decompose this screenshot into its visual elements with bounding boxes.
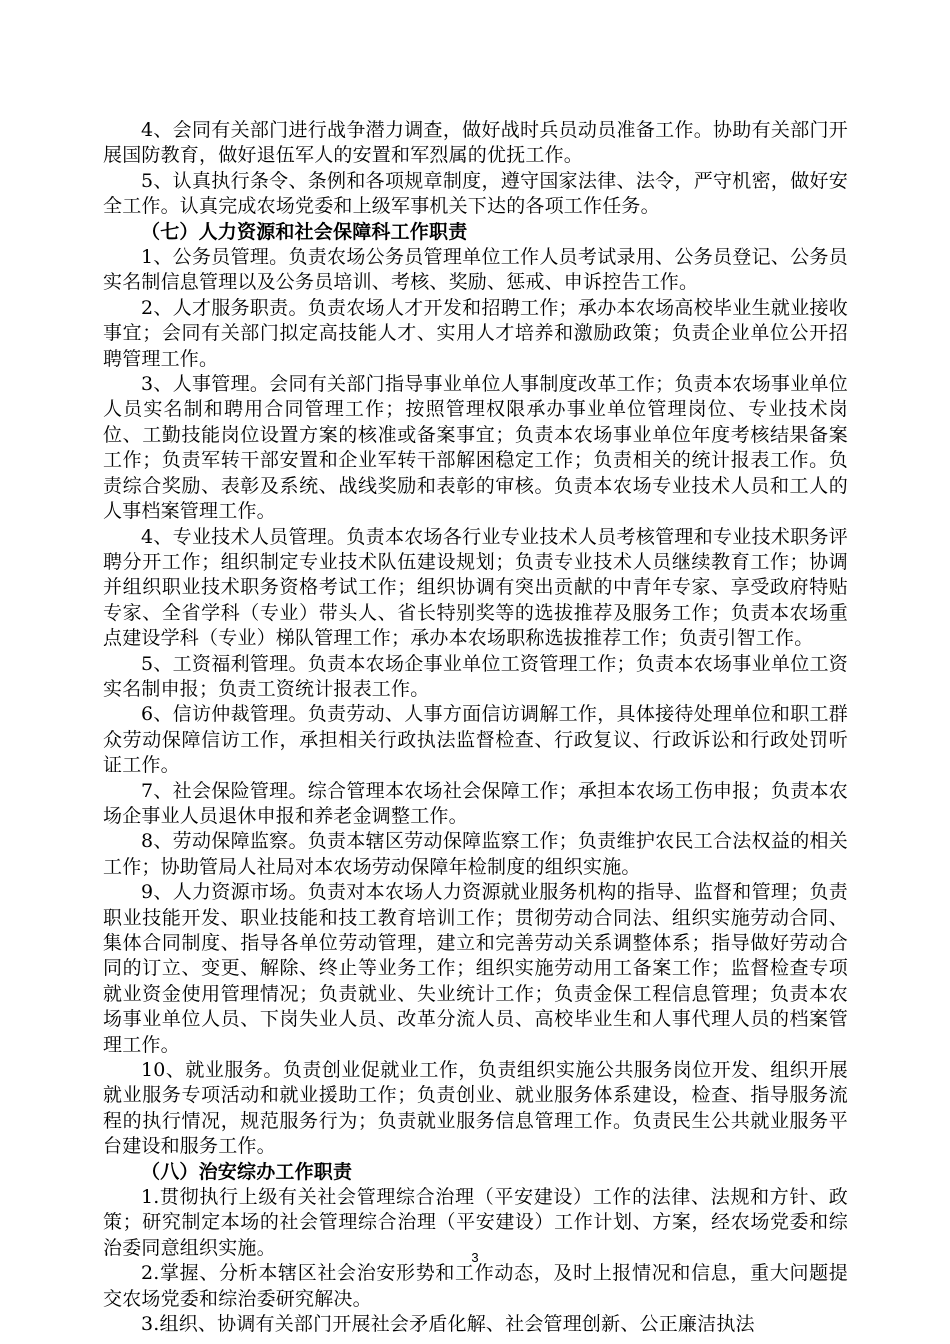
paragraph-personnel-management: 3、人事管理。会同有关部门指导事业单位人事制度改革工作；负责本农场事业单位人员实名制和聘用合同管理工作；按照管理权限承办事业单位管理岗位、专业技术岗位、工勤技能岗位设置方案的核准或备案事宜；负责本农场事业单位年度考核结果备案工作；负责军转干部安置和企业军转干部解困稳定工作；负责相关的统计报表工作。负责综合奖励、表彰及系统、战线奖励和表彰的审核。负责本农场专业技术人员和工人的人事档案管理工作。 — [103, 373, 848, 523]
paragraph-employment-service: 10、就业服务。负责创业促就业工作，负责组织实施公共服务岗位开发、组织开展就业服务专项活动和就业援助工作；负责创业、就业服务体系建设，检查、指导服务流程的执行情况，规范服务行为；负责就业服务信息管理工作。负责民生公共就业服务平台建设和服务工作。 — [103, 1059, 848, 1158]
paragraph-social-insurance: 7、社会保险管理。综合管理本农场社会保障工作；承担本农场工伤申报；负责本农场企事业人员退休申报和养老金调整工作。 — [103, 779, 848, 827]
paragraph-item-4-war-potential: 4、会同有关部门进行战争潜力调查，做好战时兵员动员准备工作。协助有关部门开展国防教育，做好退伍军人的安置和军烈属的优抚工作。 — [103, 119, 848, 167]
paragraph-petition-arbitration: 6、信访仲裁管理。负责劳动、人事方面信访调解工作，具体接待处理单位和职工群众劳动保障信访工作，承担相关行政执法监督检查、行政复议、行政诉讼和行政处罚听证工作。 — [103, 703, 848, 777]
section-heading-public-security: （八）治安综办工作职责 — [141, 1160, 353, 1183]
paragraph-wage-welfare: 5、工资福利管理。负责本农场企事业单位工资管理工作；负责本农场事业单位工资实名制申报；负责工资统计报表工作。 — [103, 652, 848, 700]
page-number: 3 — [471, 1250, 479, 1265]
paragraph-civil-servant-management: 1、公务员管理。负责农场公务员管理单位工作人员考试录用、公务员登记、公务员实名制信息管理以及公务员培训、考核、奖励、惩戒、申诉控告工作。 — [103, 246, 848, 294]
paragraph-talent-service: 2、人才服务职责。负责农场人才开发和招聘工作；承办本农场高校毕业生就业接收事宜；会同有关部门拟定高技能人才、实用人才培养和激励政策；负责企业单位公开招聘管理工作。 — [103, 296, 848, 370]
paragraph-security-2: 2.掌握、分析本辖区社会治安形势和工作动态，及时上报情况和信息，重大问题提交农场党委和综治委研究解决。 — [103, 1262, 848, 1310]
paragraph-technical-personnel: 4、专业技术人员管理。负责本农场各行业专业技术人员考核管理和专业技术职务评聘分开工作；组织制定专业技术队伍建设规划；负责专业技术人员继续教育工作；协调并组织职业技术职务资格考试工作；组织协调有突出贡献的中青年专家、享受政府特贴专家、全省学科（专业）带头人、省长特别奖等的选拔推荐及服务工作；负责本农场重点建设学科（专业）梯队管理工作；承办本农场职称选拔推荐工作；负责引智工作。 — [103, 525, 848, 650]
paragraph-security-1: 1.贯彻执行上级有关社会管理综合治理（平安建设）工作的法律、法规和方针、政策；研究制定本场的社会管理综合治理（平安建设）工作计划、方案，经农场党委和综治委同意组织实施。 — [103, 1186, 848, 1259]
section-heading-hr-social-security: （七）人力资源和社会保障科工作职责 — [141, 220, 468, 243]
paragraph-security-3: 3.组织、协调有关部门开展社会矛盾化解、社会管理创新、公正廉洁执法 — [141, 1313, 755, 1336]
paragraph-item-5-regulations: 5、认真执行条令、条例和各项规章制度，遵守国家法律、法令，严守机密，做好安全工作。认真完成农场党委和上级军事机关下达的各项工作任务。 — [103, 169, 848, 218]
document-body — [103, 118, 848, 1338]
paragraph-hr-market: 9、人力资源市场。负责对本农场人力资源就业服务机构的指导、监督和管理；负责职业技能开发、职业技能和技工教育培训工作；贯彻劳动合同法、组织实施劳动合同、集体合同制度、指导各单位劳动管理，建立和完善劳动关系调整体系；指导做好劳动合同的订立、变更、解除、终止等业务工作；组织实施劳动用工备案工作；监督检查专项就业资金使用管理情况；负责就业、失业统计工作；负责金保工程信息管理；负责本农场事业单位人员、下岗失业人员、改革分流人员、高校毕业生和人事代理人员的档案管理工作。 — [103, 881, 848, 1056]
paragraph-labor-inspection: 8、劳动保障监察。负责本辖区劳动保障监察工作；负责维护农民工合法权益的相关工作；协助管局人社局对本农场劳动保障年检制度的组织实施。 — [103, 830, 848, 878]
